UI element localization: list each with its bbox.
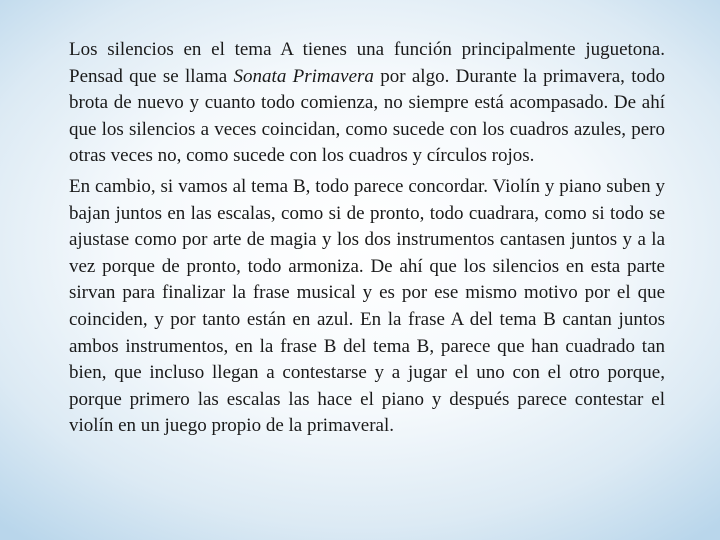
slide-text xyxy=(69,37,665,440)
paragraph-1-part-2: por algo. Durante la primavera, todo brota de nuevo y cuanto todo comienza, no siempre está acompasado. De ahí que los silencios a veces coincidan, como sucede con los cuadros azules, pero otras veces no, como sucede con los cuadros y círculos rojos. xyxy=(69,65,666,167)
paragraph-1 xyxy=(69,37,665,170)
sonata-title: Sonata Primavera xyxy=(233,65,374,87)
paragraph-2: En cambio, si vamos al tema B, todo parece concordar. Violín y piano suben y bajan juntos en las escalas, como si de pronto, todo cuadrara, como si todo se ajustase como por arte de magia y los dos instrumentos cantasen juntos y a la vez porque de pronto, todo armoniza. De ahí que los silencios en esta parte sirvan para finalizar la frase musical y es por ese mismo motivo por el que coinciden, y por tanto están en azul. En la frase A del tema B cantan juntos ambos instrumentos, en la frase B del tema B, parece que han cuadrado tan bien, que incluso llegan a contestarse y a jugar el uno con el otro porque, porque primero las escalas las hace el piano y después parece contestar el violín en un juego propio de la primaveral. xyxy=(69,175,665,437)
paragraph-1-part-1: Los silencios en el tema A tienes una función principalmente juguetona. Pensad que se llama xyxy=(69,39,665,87)
